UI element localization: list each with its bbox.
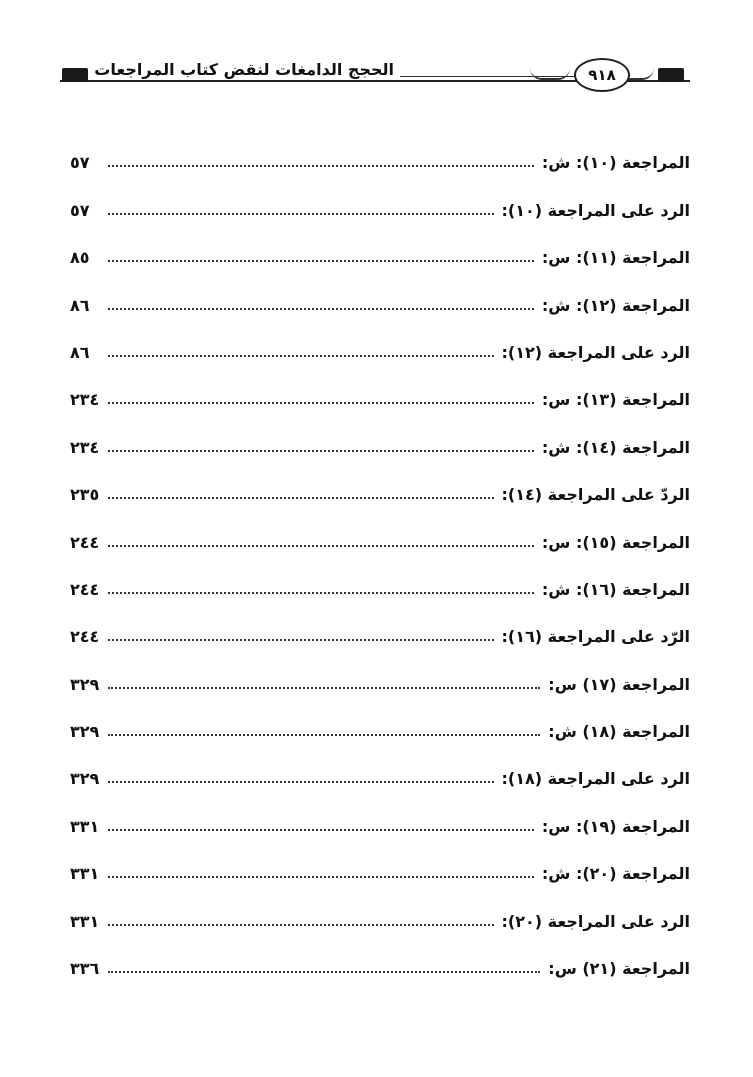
- dot-leader: [108, 355, 494, 357]
- index-entry: [70, 467, 690, 514]
- ornament-left-icon: [62, 68, 88, 82]
- dot-leader: [108, 497, 494, 499]
- entry-label: المراجعة (١٣): س:: [541, 390, 690, 410]
- dot-leader: [108, 971, 540, 973]
- dot-leader: [108, 592, 534, 594]
- entry-page: ٣٢٩: [70, 674, 100, 694]
- running-title: الحجج الدامغات لنقض كتاب المراجعات: [88, 60, 400, 79]
- entry-page: ٣٣٦: [70, 959, 100, 979]
- swirl-ornament-icon: [530, 68, 570, 80]
- dot-leader: [108, 545, 534, 547]
- entry-label: الرد على المراجعة (٢٠):: [501, 911, 690, 931]
- page-number: ٩١٨: [588, 66, 616, 84]
- entry-page: ٨٥: [70, 248, 90, 268]
- index-entry: [70, 609, 690, 656]
- dot-leader: [108, 924, 494, 926]
- entry-page: ٢٤٤: [70, 579, 100, 599]
- dot-leader: [108, 450, 534, 452]
- entry-label: المراجعة (١٧) س:: [548, 674, 690, 694]
- entry-page: ٥٧: [70, 153, 90, 173]
- entry-label: المراجعة (١٩): س:: [541, 816, 690, 836]
- entry-page: ٢٤٤: [70, 627, 100, 647]
- entry-label: المراجعة (١٢): ش:: [541, 295, 690, 315]
- entry-label: الرد على المراجعة (١٢):: [501, 342, 690, 362]
- entry-label: المراجعة (١٠): ش:: [541, 153, 690, 173]
- dot-leader: [108, 308, 534, 310]
- index-entry: [70, 325, 690, 372]
- entry-label: المراجعة (١٤): ش:: [541, 437, 690, 457]
- index-entry: [70, 893, 690, 940]
- entry-page: ٢٣٤: [70, 390, 100, 410]
- dot-leader: [108, 687, 540, 689]
- dot-leader: [108, 260, 534, 262]
- entry-page: ٣٢٩: [70, 769, 100, 789]
- index-entry: [70, 230, 690, 277]
- entry-page: ٥٧: [70, 200, 90, 220]
- entry-label: الرّد على المراجعة (١٦):: [501, 627, 690, 647]
- dot-leader: [108, 734, 540, 736]
- entry-label: المراجعة (١١): س:: [541, 248, 690, 268]
- dot-leader: [108, 781, 494, 783]
- entry-page: ٣٣١: [70, 911, 100, 931]
- index-entry: [70, 419, 690, 466]
- entry-page: ٢٣٥: [70, 485, 100, 505]
- index-entry: [70, 941, 690, 988]
- entry-page: ٨٦: [70, 342, 90, 362]
- page-number-badge: [574, 58, 630, 92]
- entry-label: الرد على المراجعة (١٨):: [501, 769, 690, 789]
- dot-leader: [108, 876, 534, 878]
- index-entry: [70, 846, 690, 893]
- entry-label: الردّ على المراجعة (١٤):: [501, 485, 690, 505]
- index-entry: [70, 562, 690, 609]
- index-entry: [70, 372, 690, 419]
- index-entry: [70, 182, 690, 229]
- entry-page: ٣٣١: [70, 816, 100, 836]
- index-entry: [70, 514, 690, 561]
- index-entry: [70, 277, 690, 324]
- dot-leader: [108, 402, 534, 404]
- dot-leader: [108, 213, 494, 215]
- entry-page: ٣٢٩: [70, 722, 100, 742]
- dot-leader: [108, 165, 534, 167]
- entry-label: الرد على المراجعة (١٠):: [501, 200, 690, 220]
- entry-page: ٨٦: [70, 295, 90, 315]
- dot-leader: [108, 829, 534, 831]
- entry-page: ٢٤٤: [70, 532, 100, 552]
- dot-leader: [108, 639, 494, 641]
- entry-label: المراجعة (١٦): ش:: [541, 579, 690, 599]
- entry-label: المراجعة (٢١) س:: [548, 959, 690, 979]
- ornament-right-icon: [658, 68, 684, 82]
- index-entry: [70, 656, 690, 703]
- entry-label: المراجعة (١٥): س:: [541, 532, 690, 552]
- entry-label: المراجعة (٢٠): ش:: [541, 864, 690, 884]
- index-entry: [70, 798, 690, 845]
- index-entry: [70, 135, 690, 182]
- entry-page: ٣٣١: [70, 864, 100, 884]
- entry-page: ٢٣٤: [70, 437, 100, 457]
- page-header: [60, 52, 690, 102]
- index-entry: [70, 704, 690, 751]
- index-entries: [70, 135, 690, 988]
- entry-label: المراجعة (١٨) ش:: [548, 722, 690, 742]
- index-entry: [70, 751, 690, 798]
